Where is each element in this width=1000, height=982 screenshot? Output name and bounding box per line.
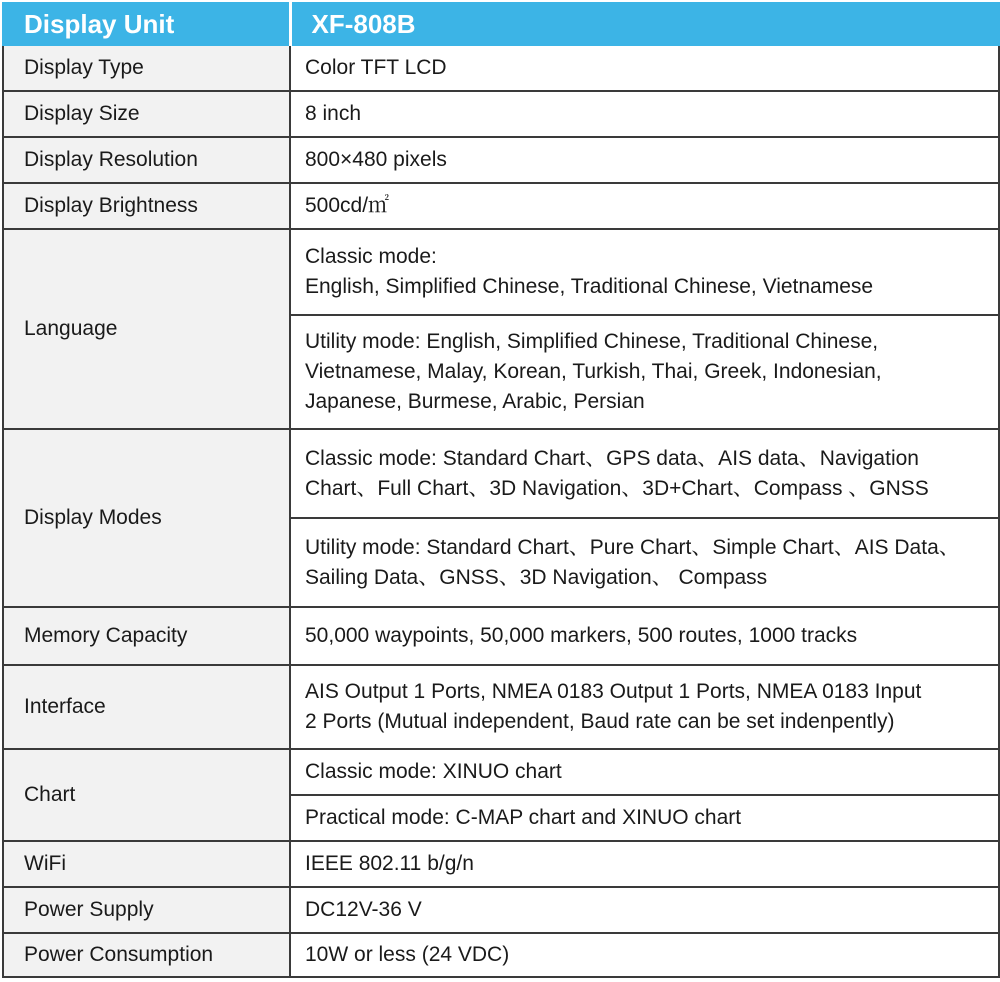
row-memory-capacity [3, 607, 999, 665]
interface-line-1: AIS Output 1 Ports, NMEA 0183 Output 1 Ports, NMEA 0183 Input [305, 680, 922, 703]
value-memory-capacity: 50,000 waypoints, 50,000 markers, 500 routes, 1000 tracks [290, 607, 999, 665]
modes-utility-line-2: Sailing Data、GNSS、3D Navigation、 Compass [305, 565, 768, 589]
header-display-unit: Display Unit [3, 3, 290, 45]
label-interface: Interface [3, 665, 290, 749]
label-display-type: Display Type [3, 45, 290, 91]
modes-classic-line-2: Chart、Full Chart、3D Navigation、3D+Chart、Compass 、GNSS [305, 476, 929, 500]
row-display-modes-classic [3, 429, 999, 518]
value-display-modes-utility [290, 518, 999, 607]
interface-line-2: 2 Ports (Mutual independent, Baud rate can be set indenpently) [305, 710, 895, 733]
label-wifi: WiFi [3, 841, 290, 887]
value-language-utility [290, 315, 999, 429]
label-display-size: Display Size [3, 91, 290, 137]
header-model: XF-808B [290, 3, 999, 45]
header-row [3, 3, 999, 45]
value-language-classic [290, 229, 999, 315]
row-wifi [3, 841, 999, 887]
language-classic-line-2: English, Simplified Chinese, Traditional Chinese, Vietnamese [305, 275, 874, 298]
value-power-supply: DC12V-36 V [290, 887, 999, 933]
modes-utility-line-1: Utility mode: Standard Chart、Pure Chart、Simple Chart、AIS Data、 [305, 535, 960, 559]
label-display-brightness: Display Brightness [3, 183, 290, 229]
row-language-classic [3, 229, 999, 315]
row-power-consumption [3, 933, 999, 977]
row-display-brightness [3, 183, 999, 229]
label-power-supply: Power Supply [3, 887, 290, 933]
label-display-resolution: Display Resolution [3, 137, 290, 183]
language-classic-line-1: Classic mode: [305, 245, 437, 268]
label-power-consumption: Power Consumption [3, 933, 290, 977]
label-memory-capacity: Memory Capacity [3, 607, 290, 665]
value-display-size: 8 inch [290, 91, 999, 137]
row-display-size [3, 91, 999, 137]
value-interface [290, 665, 999, 749]
value-chart-classic: Classic mode: XINUO chart [290, 749, 999, 795]
row-power-supply [3, 887, 999, 933]
row-interface [3, 665, 999, 749]
value-display-type: Color TFT LCD [290, 45, 999, 91]
value-wifi: IEEE 802.11 b/g/n [290, 841, 999, 887]
label-language: Language [3, 229, 290, 429]
spec-table [2, 2, 1000, 978]
row-chart-classic [3, 749, 999, 795]
value-power-consumption: 10W or less (24 VDC) [290, 933, 999, 977]
label-display-modes: Display Modes [3, 429, 290, 607]
language-utility-line-1: Utility mode: English, Simplified Chinese, Traditional Chinese, [305, 330, 879, 353]
value-display-brightness: 500cd/㎡ [290, 183, 999, 229]
language-utility-line-3: Japanese, Burmese, Arabic, Persian [305, 390, 645, 413]
modes-classic-line-1: Classic mode: Standard Chart、GPS data、AIS data、Navigation [305, 446, 919, 470]
row-display-type [3, 45, 999, 91]
value-display-modes-classic [290, 429, 999, 518]
value-chart-practical: Practical mode: C-MAP chart and XINUO chart [290, 795, 999, 841]
language-utility-line-2: Vietnamese, Malay, Korean, Turkish, Thai, Greek, Indonesian, [305, 360, 882, 383]
value-display-resolution: 800×480 pixels [290, 137, 999, 183]
label-chart: Chart [3, 749, 290, 841]
row-display-resolution [3, 137, 999, 183]
